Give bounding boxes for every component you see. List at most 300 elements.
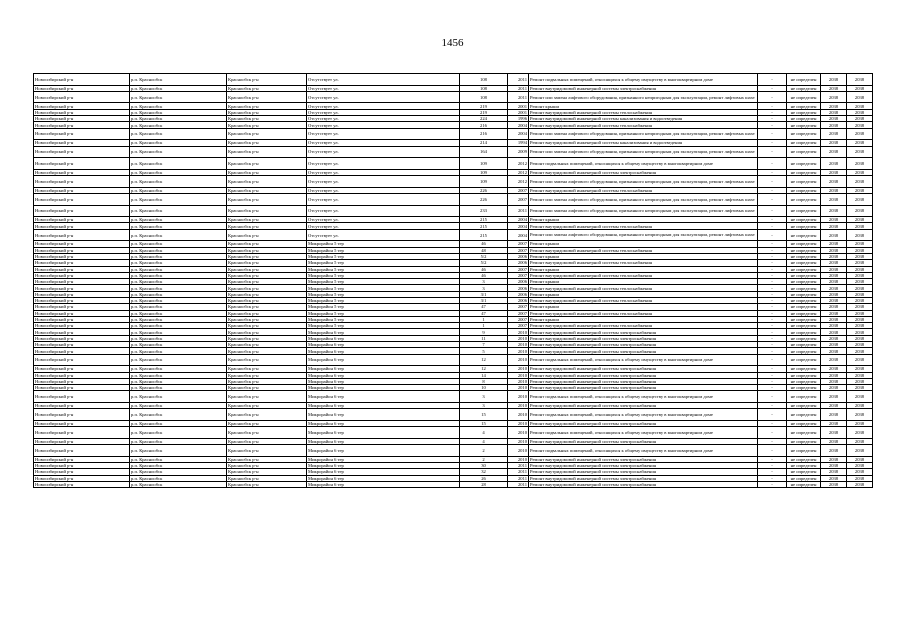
- cell-district: Краснообск р-н: [227, 310, 307, 316]
- cell-street: Микрорайон 6 тер: [307, 329, 460, 335]
- cell-settlement: р.п. Краснообск: [130, 475, 227, 481]
- cell-year-built: 2007: [508, 323, 529, 329]
- cell-municipality: Новосибирский р-н: [34, 316, 130, 322]
- cell-work-type: Ремонт крыши: [529, 304, 758, 310]
- cell-house-number: 109: [460, 176, 508, 188]
- cell-year-start: 2038: [821, 217, 847, 223]
- cell-year-start: 2038: [821, 260, 847, 266]
- cell-work-type: Ремонт внутридомовой инженерной системы электроснабжения: [529, 456, 758, 462]
- cell-street: Отсутствует ул.: [307, 103, 460, 109]
- cell-district: Краснообск р-н: [227, 103, 307, 109]
- cell-house-number: 5/2: [460, 253, 508, 259]
- cell-cost: -: [758, 445, 787, 457]
- cell-year-end: 2038: [847, 481, 873, 487]
- cell-street: Микрорайон 6 тер: [307, 348, 460, 354]
- cell-street: Микрорайон 6 тер: [307, 372, 460, 378]
- cell-year-built: 2007: [508, 241, 529, 247]
- cell-year-built: 2007: [508, 310, 529, 316]
- cell-house-number: 3: [460, 391, 508, 403]
- cell-house-number: 5/2: [460, 260, 508, 266]
- cell-deadline-status: не определен: [787, 310, 821, 316]
- cell-deadline-status: не определен: [787, 241, 821, 247]
- cell-year-built: 2010: [508, 445, 529, 457]
- cell-work-type: Ремонт или замена лифтового оборудования, признанного непригодным для эксплуатации, ремонт лифтовых шахт: [529, 229, 758, 241]
- cell-cost: -: [758, 372, 787, 378]
- cell-cost: -: [758, 193, 787, 205]
- cell-year-built: 2010: [508, 366, 529, 372]
- cell-house-number: 11: [460, 335, 508, 341]
- cell-cost: -: [758, 158, 787, 170]
- cell-district: Краснообск р-н: [227, 304, 307, 310]
- cell-cost: -: [758, 176, 787, 188]
- cell-year-end: 2038: [847, 403, 873, 409]
- cell-municipality: Новосибирский р-н: [34, 456, 130, 462]
- cell-municipality: Новосибирский р-н: [34, 176, 130, 188]
- cell-deadline-status: не определен: [787, 205, 821, 217]
- cell-house-number: 3/1: [460, 291, 508, 297]
- cell-house-number: 2: [460, 456, 508, 462]
- cell-year-end: 2038: [847, 342, 873, 348]
- cell-district: Краснообск р-н: [227, 241, 307, 247]
- cell-year-end: 2038: [847, 445, 873, 457]
- cell-year-end: 2038: [847, 335, 873, 341]
- cell-settlement: р.п. Краснообск: [130, 378, 227, 384]
- cell-cost: -: [758, 481, 787, 487]
- cell-year-end: 2038: [847, 229, 873, 241]
- cell-work-type: Ремонт подвальных помещений, относящихся к общему имуществу в многоквартирном доме: [529, 445, 758, 457]
- cell-year-built: 2010: [508, 420, 529, 426]
- cell-work-type: Ремонт или замена лифтового оборудования, признанного непригодным для эксплуатации, ремонт лифтовых шахт: [529, 205, 758, 217]
- cell-settlement: р.п. Краснообск: [130, 420, 227, 426]
- cell-settlement: р.п. Краснообск: [130, 481, 227, 487]
- cell-year-built: 2011: [508, 74, 529, 86]
- cell-street: Микрорайон 5 тер: [307, 291, 460, 297]
- cell-year-built: 2010: [508, 372, 529, 378]
- cell-street: Отсутствует ул.: [307, 223, 460, 229]
- cell-cost: -: [758, 109, 787, 115]
- cell-municipality: Новосибирский р-н: [34, 310, 130, 316]
- cell-work-type: Ремонт или замена лифтового оборудования, признанного непригодным для эксплуатации, ремонт лифтовых шахт: [529, 91, 758, 103]
- cell-house-number: 216: [460, 122, 508, 128]
- cell-house-number: 47: [460, 310, 508, 316]
- cell-cost: -: [758, 310, 787, 316]
- cell-district: Краснообск р-н: [227, 372, 307, 378]
- cell-deadline-status: не определен: [787, 391, 821, 403]
- cell-settlement: р.п. Краснообск: [130, 304, 227, 310]
- cell-street: Микрорайон 6 тер: [307, 438, 460, 444]
- cell-settlement: р.п. Краснообск: [130, 335, 227, 341]
- cell-work-type: Ремонт внутридомовой инженерной системы электроснабжения: [529, 481, 758, 487]
- table-row: [34, 205, 873, 217]
- cell-house-number: 15: [460, 409, 508, 421]
- cell-year-start: 2038: [821, 469, 847, 475]
- cell-cost: -: [758, 348, 787, 354]
- cell-municipality: Новосибирский р-н: [34, 481, 130, 487]
- cell-year-built: 2004: [508, 217, 529, 223]
- cell-cost: -: [758, 297, 787, 303]
- cell-year-end: 2038: [847, 427, 873, 439]
- cell-street: Микрорайон 5 тер: [307, 316, 460, 322]
- cell-year-built: 1994: [508, 140, 529, 146]
- cell-work-type: Ремонт внутридомовой инженерной системы электроснабжения: [529, 469, 758, 475]
- cell-street: Отсутствует ул.: [307, 109, 460, 115]
- cell-work-type: Ремонт крыши: [529, 316, 758, 322]
- cell-year-end: 2038: [847, 91, 873, 103]
- cell-district: Краснообск р-н: [227, 193, 307, 205]
- cell-year-built: 2006: [508, 291, 529, 297]
- cell-year-end: 2038: [847, 116, 873, 122]
- cell-year-built: 2004: [508, 128, 529, 140]
- table-row: [34, 354, 873, 366]
- cell-cost: -: [758, 366, 787, 372]
- cell-year-start: 2038: [821, 241, 847, 247]
- cell-year-built: 2007: [508, 247, 529, 253]
- cell-street: Микрорайон 5 тер: [307, 253, 460, 259]
- cell-district: Краснообск р-н: [227, 285, 307, 291]
- cell-street: Микрорайон 5 тер: [307, 285, 460, 291]
- cell-year-built: 2001: [508, 103, 529, 109]
- cell-deadline-status: не определен: [787, 297, 821, 303]
- cell-settlement: р.п. Краснообск: [130, 427, 227, 439]
- cell-year-start: 2038: [821, 348, 847, 354]
- cell-settlement: р.п. Краснообск: [130, 253, 227, 259]
- cell-year-end: 2038: [847, 223, 873, 229]
- cell-year-start: 2038: [821, 456, 847, 462]
- cell-district: Краснообск р-н: [227, 128, 307, 140]
- cell-year-end: 2038: [847, 420, 873, 426]
- table-row: [34, 481, 873, 487]
- cell-year-start: 2038: [821, 169, 847, 175]
- table-row: [34, 128, 873, 140]
- cell-deadline-status: не определен: [787, 103, 821, 109]
- cell-year-start: 2038: [821, 409, 847, 421]
- cell-work-type: Ремонт подвальных помещений, относящихся к общему имуществу в многоквартирном доме: [529, 158, 758, 170]
- cell-cost: -: [758, 122, 787, 128]
- cell-district: Краснообск р-н: [227, 348, 307, 354]
- cell-house-number: 216: [460, 128, 508, 140]
- cell-year-start: 2038: [821, 146, 847, 158]
- cell-settlement: р.п. Краснообск: [130, 140, 227, 146]
- cell-street: Отсутствует ул.: [307, 176, 460, 188]
- cell-municipality: Новосибирский р-н: [34, 438, 130, 444]
- cell-house-number: 214: [460, 140, 508, 146]
- cell-year-end: 2038: [847, 109, 873, 115]
- cell-house-number: 108: [460, 85, 508, 91]
- cell-year-built: 2006: [508, 253, 529, 259]
- cell-year-start: 2038: [821, 266, 847, 272]
- cell-year-start: 2038: [821, 366, 847, 372]
- cell-cost: -: [758, 116, 787, 122]
- cell-year-start: 2038: [821, 247, 847, 253]
- cell-year-built: 2012: [508, 176, 529, 188]
- cell-year-end: 2038: [847, 266, 873, 272]
- cell-cost: -: [758, 329, 787, 335]
- cell-deadline-status: не определен: [787, 223, 821, 229]
- cell-settlement: р.п. Краснообск: [130, 438, 227, 444]
- cell-district: Краснообск р-н: [227, 391, 307, 403]
- cell-year-start: 2038: [821, 116, 847, 122]
- cell-year-end: 2038: [847, 409, 873, 421]
- cell-work-type: Ремонт крыши: [529, 266, 758, 272]
- cell-district: Краснообск р-н: [227, 109, 307, 115]
- cell-year-built: 2012: [508, 158, 529, 170]
- cell-settlement: р.п. Краснообск: [130, 342, 227, 348]
- cell-district: Краснообск р-н: [227, 427, 307, 439]
- cell-year-built: 2007: [508, 193, 529, 205]
- cell-municipality: Новосибирский р-н: [34, 366, 130, 372]
- cell-work-type: Ремонт внутридомовой инженерной системы электроснабжения: [529, 475, 758, 481]
- cell-year-start: 2038: [821, 253, 847, 259]
- cell-year-end: 2038: [847, 241, 873, 247]
- cell-deadline-status: не определен: [787, 335, 821, 341]
- cell-municipality: Новосибирский р-н: [34, 335, 130, 341]
- cell-settlement: р.п. Краснообск: [130, 463, 227, 469]
- cell-work-type: Ремонт внутридомовой инженерной системы канализования и водоотведения: [529, 116, 758, 122]
- cell-settlement: р.п. Краснообск: [130, 217, 227, 223]
- cell-year-built: 2010: [508, 342, 529, 348]
- cell-year-built: 2011: [508, 205, 529, 217]
- cell-year-end: 2038: [847, 279, 873, 285]
- cell-cost: -: [758, 241, 787, 247]
- cell-deadline-status: не определен: [787, 378, 821, 384]
- cell-year-start: 2038: [821, 354, 847, 366]
- cell-work-type: Ремонт внутридомовой инженерной системы электроснабжения: [529, 342, 758, 348]
- cell-year-end: 2038: [847, 205, 873, 217]
- cell-street: Микрорайон 5 тер: [307, 241, 460, 247]
- cell-municipality: Новосибирский р-н: [34, 103, 130, 109]
- cell-year-end: 2038: [847, 329, 873, 335]
- cell-settlement: р.п. Краснообск: [130, 109, 227, 115]
- cell-cost: -: [758, 91, 787, 103]
- cell-year-start: 2038: [821, 420, 847, 426]
- cell-year-end: 2038: [847, 310, 873, 316]
- cell-deadline-status: не определен: [787, 329, 821, 335]
- cell-municipality: Новосибирский р-н: [34, 187, 130, 193]
- cell-house-number: 7: [460, 342, 508, 348]
- cell-deadline-status: не определен: [787, 85, 821, 91]
- cell-work-type: Ремонт подвальных помещений, относящихся к общему имуществу в многоквартирном доме: [529, 427, 758, 439]
- cell-deadline-status: не определен: [787, 128, 821, 140]
- cell-year-end: 2038: [847, 122, 873, 128]
- cell-house-number: 108: [460, 74, 508, 86]
- cell-year-start: 2038: [821, 385, 847, 391]
- cell-work-type: Ремонт внутридомовой инженерной системы теплоснабжения: [529, 323, 758, 329]
- cell-house-number: 46: [460, 272, 508, 278]
- cell-year-built: 2011: [508, 463, 529, 469]
- cell-year-start: 2038: [821, 475, 847, 481]
- cell-street: Отсутствует ул.: [307, 85, 460, 91]
- cell-cost: -: [758, 229, 787, 241]
- cell-work-type: Ремонт внутридомовой инженерной системы теплоснабжения: [529, 310, 758, 316]
- cell-work-type: Ремонт внутридомовой инженерной системы канализования и водоотведения: [529, 140, 758, 146]
- cell-year-built: 2004: [508, 229, 529, 241]
- cell-deadline-status: не определен: [787, 385, 821, 391]
- cell-work-type: Ремонт крыши: [529, 217, 758, 223]
- table-row: [34, 193, 873, 205]
- cell-district: Краснообск р-н: [227, 475, 307, 481]
- cell-year-built: 2010: [508, 403, 529, 409]
- cell-district: Краснообск р-н: [227, 116, 307, 122]
- cell-year-start: 2038: [821, 140, 847, 146]
- cell-cost: -: [758, 266, 787, 272]
- cell-district: Краснообск р-н: [227, 385, 307, 391]
- cell-deadline-status: не определен: [787, 247, 821, 253]
- cell-deadline-status: не определен: [787, 109, 821, 115]
- cell-settlement: р.п. Краснообск: [130, 372, 227, 378]
- cell-municipality: Новосибирский р-н: [34, 253, 130, 259]
- cell-deadline-status: не определен: [787, 229, 821, 241]
- cell-cost: -: [758, 463, 787, 469]
- cell-year-end: 2038: [847, 366, 873, 372]
- cell-year-start: 2038: [821, 335, 847, 341]
- cell-municipality: Новосибирский р-н: [34, 205, 130, 217]
- cell-work-type: Ремонт внутридомовой инженерной системы теплоснабжения: [529, 247, 758, 253]
- cell-work-type: Ремонт внутридомовой инженерной системы электроснабжения: [529, 169, 758, 175]
- cell-house-number: 46: [460, 266, 508, 272]
- cell-settlement: р.п. Краснообск: [130, 279, 227, 285]
- cell-district: Краснообск р-н: [227, 316, 307, 322]
- cell-year-end: 2038: [847, 463, 873, 469]
- cell-year-start: 2038: [821, 391, 847, 403]
- cell-settlement: р.п. Краснообск: [130, 128, 227, 140]
- cell-street: Микрорайон 6 тер: [307, 427, 460, 439]
- cell-work-type: Ремонт внутридомовой инженерной системы электроснабжения: [529, 403, 758, 409]
- cell-year-start: 2038: [821, 223, 847, 229]
- table-row: [34, 427, 873, 439]
- cell-street: Микрорайон 6 тер: [307, 463, 460, 469]
- cell-street: Отсутствует ул.: [307, 169, 460, 175]
- cell-municipality: Новосибирский р-н: [34, 304, 130, 310]
- cell-house-number: 28: [460, 481, 508, 487]
- cell-deadline-status: не определен: [787, 291, 821, 297]
- cell-cost: -: [758, 146, 787, 158]
- cell-work-type: Ремонт крыши: [529, 103, 758, 109]
- cell-year-start: 2038: [821, 187, 847, 193]
- cell-municipality: Новосибирский р-н: [34, 378, 130, 384]
- cell-municipality: Новосибирский р-н: [34, 229, 130, 241]
- cell-settlement: р.п. Краснообск: [130, 169, 227, 175]
- cell-year-start: 2038: [821, 128, 847, 140]
- cell-year-end: 2038: [847, 193, 873, 205]
- cell-district: Краснообск р-н: [227, 205, 307, 217]
- cell-house-number: 2: [460, 445, 508, 457]
- cell-work-type: Ремонт крыши: [529, 291, 758, 297]
- cell-street: Отсутствует ул.: [307, 74, 460, 86]
- cell-year-end: 2038: [847, 260, 873, 266]
- cell-work-type: Ремонт внутридомовой инженерной системы электроснабжения: [529, 420, 758, 426]
- cell-settlement: р.п. Краснообск: [130, 456, 227, 462]
- cell-district: Краснообск р-н: [227, 329, 307, 335]
- cell-year-built: 2010: [508, 427, 529, 439]
- cell-cost: -: [758, 247, 787, 253]
- cell-district: Краснообск р-н: [227, 445, 307, 457]
- cell-street: Отсутствует ул.: [307, 116, 460, 122]
- cell-cost: -: [758, 140, 787, 146]
- cell-street: Микрорайон 6 тер: [307, 475, 460, 481]
- cell-year-start: 2038: [821, 316, 847, 322]
- cell-work-type: Ремонт внутридомовой инженерной системы электроснабжения: [529, 372, 758, 378]
- cell-street: Микрорайон 5 тер: [307, 247, 460, 253]
- cell-work-type: Ремонт внутридомовой инженерной системы теплоснабжения: [529, 122, 758, 128]
- cell-deadline-status: не определен: [787, 217, 821, 223]
- cell-year-end: 2038: [847, 469, 873, 475]
- cell-year-start: 2038: [821, 229, 847, 241]
- cell-work-type: Ремонт внутридомовой инженерной системы электроснабжения: [529, 85, 758, 91]
- cell-deadline-status: не определен: [787, 463, 821, 469]
- cell-district: Краснообск р-н: [227, 223, 307, 229]
- cell-cost: -: [758, 409, 787, 421]
- cell-year-end: 2038: [847, 348, 873, 354]
- cell-settlement: р.п. Краснообск: [130, 323, 227, 329]
- cell-year-end: 2038: [847, 187, 873, 193]
- cell-cost: -: [758, 128, 787, 140]
- cell-house-number: 8: [460, 378, 508, 384]
- cell-cost: -: [758, 272, 787, 278]
- cell-district: Краснообск р-н: [227, 323, 307, 329]
- cell-deadline-status: не определен: [787, 403, 821, 409]
- cell-house-number: 26: [460, 475, 508, 481]
- table-row: [34, 91, 873, 103]
- cell-year-start: 2038: [821, 103, 847, 109]
- cell-settlement: р.п. Краснообск: [130, 445, 227, 457]
- cell-year-start: 2038: [821, 285, 847, 291]
- cell-year-built: 2010: [508, 329, 529, 335]
- cell-settlement: р.п. Краснообск: [130, 316, 227, 322]
- cell-deadline-status: не определен: [787, 116, 821, 122]
- cell-deadline-status: не определен: [787, 438, 821, 444]
- cell-work-type: Ремонт внутридомовой инженерной системы теплоснабжения: [529, 260, 758, 266]
- cell-year-start: 2038: [821, 310, 847, 316]
- cell-cost: -: [758, 342, 787, 348]
- cell-street: Микрорайон 5 тер: [307, 266, 460, 272]
- cell-deadline-status: не определен: [787, 481, 821, 487]
- cell-municipality: Новосибирский р-н: [34, 74, 130, 86]
- cell-settlement: р.п. Краснообск: [130, 469, 227, 475]
- cell-year-start: 2038: [821, 193, 847, 205]
- cell-district: Краснообск р-н: [227, 335, 307, 341]
- cell-district: Краснообск р-н: [227, 187, 307, 193]
- cell-district: Краснообск р-н: [227, 279, 307, 285]
- cell-street: Микрорайон 6 тер: [307, 366, 460, 372]
- cell-municipality: Новосибирский р-н: [34, 169, 130, 175]
- cell-district: Краснообск р-н: [227, 378, 307, 384]
- cell-house-number: 32: [460, 469, 508, 475]
- cell-year-start: 2038: [821, 297, 847, 303]
- cell-work-type: Ремонт подвальных помещений, относящихся к общему имуществу в многоквартирном доме: [529, 74, 758, 86]
- cell-municipality: Новосибирский р-н: [34, 372, 130, 378]
- cell-house-number: 3: [460, 285, 508, 291]
- cell-municipality: Новосибирский р-н: [34, 329, 130, 335]
- cell-district: Краснообск р-н: [227, 217, 307, 223]
- cell-municipality: Новосибирский р-н: [34, 266, 130, 272]
- cell-year-start: 2038: [821, 205, 847, 217]
- cell-house-number: 12: [460, 366, 508, 372]
- cell-deadline-status: не определен: [787, 285, 821, 291]
- cell-municipality: Новосибирский р-н: [34, 247, 130, 253]
- page-number: 1456: [441, 37, 464, 49]
- cell-deadline-status: не определен: [787, 366, 821, 372]
- cell-street: Отсутствует ул.: [307, 217, 460, 223]
- cell-year-built: 2010: [508, 385, 529, 391]
- cell-work-type: Ремонт подвальных помещений, относящихся к общему имуществу в многоквартирном доме: [529, 409, 758, 421]
- cell-house-number: 215: [460, 229, 508, 241]
- cell-year-start: 2038: [821, 372, 847, 378]
- cell-year-end: 2038: [847, 456, 873, 462]
- cell-year-built: 2004: [508, 122, 529, 128]
- cell-settlement: р.п. Краснообск: [130, 366, 227, 372]
- cell-street: Микрорайон 5 тер: [307, 310, 460, 316]
- cell-municipality: Новосибирский р-н: [34, 469, 130, 475]
